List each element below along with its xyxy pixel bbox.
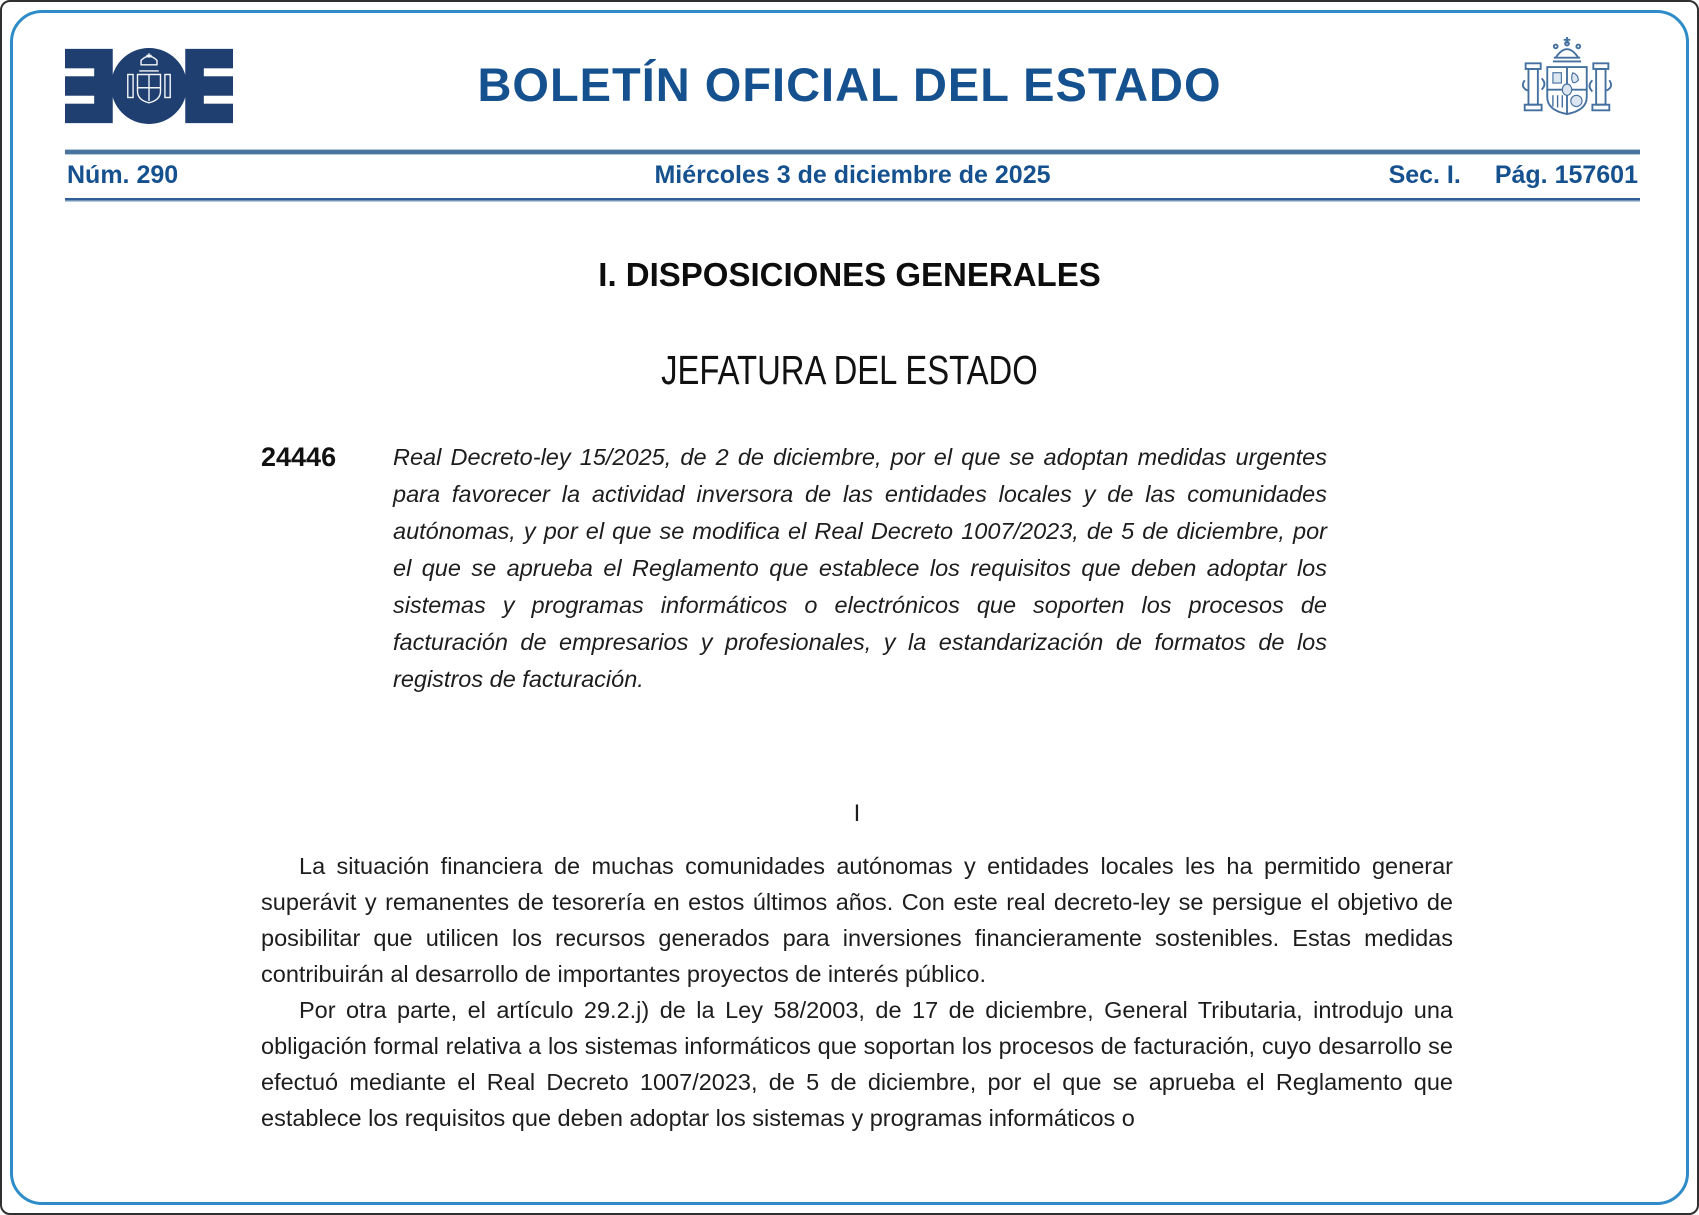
issue-number: Núm. 290 — [67, 161, 179, 189]
paragraph: Por otra parte, el artículo 29.2.j) de la Ley 58/2003, de 17 de diciembre, General Tributaria, introdujo una obligación formal relativa a los sistemas informáticos que soportan los procesos de facturación, cuyo desarrollo se efectuó mediante el Real Decreto 1007/2023, de 5 de diciembre, por el que se aprueba el Reglamento que establece los requisitos que deben adoptar los sistemas y programas informáticos o — [261, 997, 1453, 1131]
gazette-item — [261, 439, 1453, 698]
part-numeral: I — [853, 800, 861, 827]
section-label: Sec. I. — [1388, 161, 1461, 189]
paragraph: La situación financiera de muchas comunidades autónomas y entidades locales les ha permitido generar superávit y remanentes de tesorería en estos últimos años. Con este real decreto-ley se persigue el objetivo de posibilitar que utilicen los recursos generados para inversiones financieramente sostenibles. Estas medidas contribuirán al desarrollo de importantes proyectos de interés público. — [261, 853, 1453, 987]
page-number: Pág. 157601 — [1494, 161, 1638, 189]
issue-date: Miércoles 3 de diciembre de 2025 — [654, 161, 1051, 189]
spain-coat-of-arms-icon — [1520, 35, 1614, 133]
body-text — [261, 848, 1453, 1136]
item-number: 24446 — [261, 442, 337, 472]
section-heading: I. DISPOSICIONES GENERALES — [598, 256, 1101, 293]
page-blue-frame — [10, 10, 1689, 1205]
infobar-divider — [65, 198, 1640, 202]
section-page — [1389, 161, 1638, 190]
infobar — [65, 159, 1640, 193]
item-summary: Real Decreto-ley 15/2025, de 2 de diciembre, por el que se adoptan medidas urgentes para favorecer la actividad inversora de las entidades locales y de las comunidades autónomas, y por el que se modifica el Real Decreto 1007/2023, de 5 de diciembre, por el que se aprueba el Reglamento que establece los requisitos que deben adoptar los sistemas y programas informáticos o electrónicos que soporten los procesos de facturación de empresarios y profesionales, y la estandarización de formatos de los registros de facturación. — [393, 444, 1327, 692]
department-heading: JEFATURA DEL ESTADO — [661, 347, 1038, 393]
masthead-divider — [65, 149, 1640, 155]
masthead-title: BOLETÍN OFICIAL DEL ESTADO — [477, 58, 1222, 111]
